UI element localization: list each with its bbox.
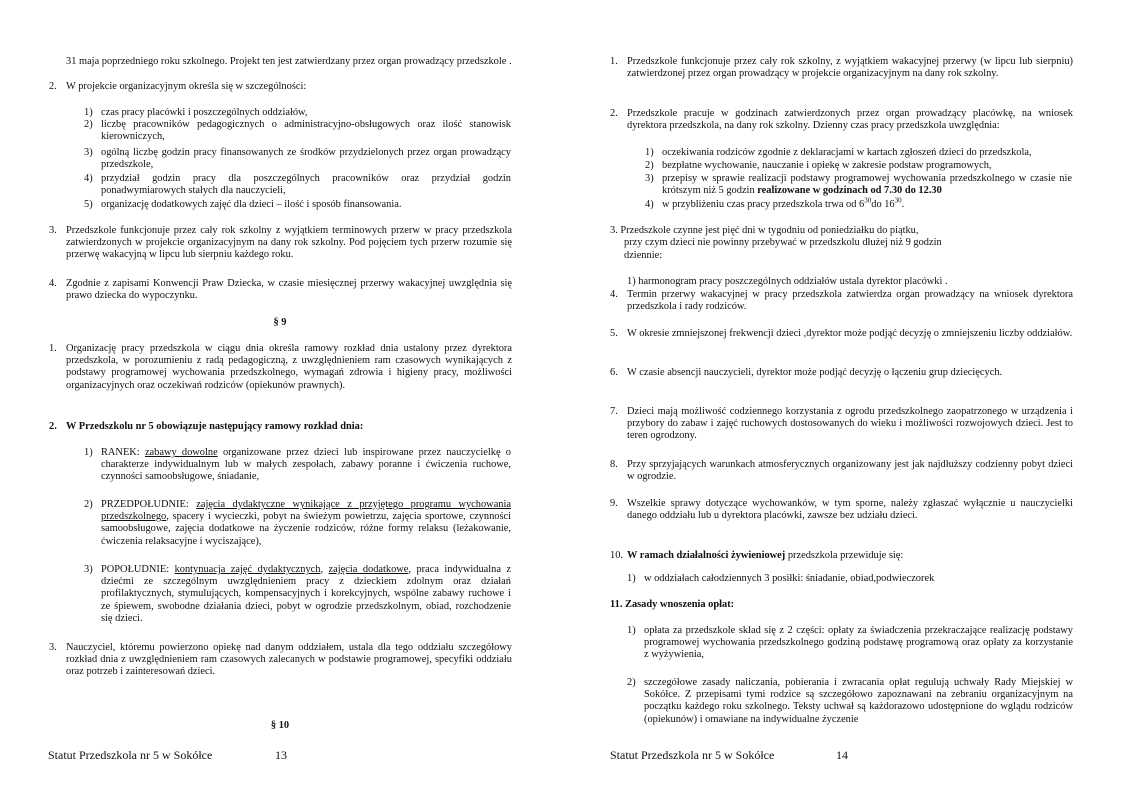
- section-heading: § 10: [270, 720, 290, 731]
- section-heading: § 9: [273, 317, 287, 328]
- section-title: 11. Zasady wnoszenia opłat:: [610, 599, 735, 610]
- schedule-morning: [101, 447, 511, 484]
- list-item: ogólną liczbę godzin pracy finansowanych ze środków przydzielonych przez organ prowadzący przedszkole,: [101, 147, 511, 171]
- list-item: [662, 173, 1072, 197]
- list-number: 2.: [610, 108, 618, 119]
- list-number: 2): [645, 160, 654, 171]
- list-item-bold: realizowane w godzinach od 7.30 do 12.30: [757, 185, 942, 197]
- list-item: 1) harmonogram pracy poszczególnych oddziałów ustala dyrektor placówki .: [627, 276, 948, 287]
- schedule-label: POPOŁUDNIE:: [101, 564, 170, 575]
- list-item: w oddziałach całodziennych 3 posiłki: śniadanie, obiad,podwieczorek: [644, 573, 935, 584]
- schedule-text: , spacery i wycieczki, pobyt na świeżym powietrzu, zajęcia sportowe, czynności samoobsługowe, zajęcia dodatkowe na życzenie rodziców, różne formy relaksu (leżakowanie, ćwiczenia relaksacyjne i wyciszające),: [101, 511, 511, 547]
- list-number: 1): [627, 573, 636, 584]
- superscript: 30: [894, 196, 902, 205]
- schedule-text: , praca indywidualna z dziećmi ze szczególnym uwzględnieniem pracy z dzieckiem zdolnym oraz działań profilaktycznych, stymulujących, kompensacyjnych i korekcyjnych, wspólne zabawy ruchowe i ze śpiewem, swobodne działania dzieci, pobyt w ogrodzie przedszkolnym, obiad, rozchodzenie się dzieci.: [101, 564, 512, 624]
- paragraph: W projekcie organizacyjnym określa się w szczególności:: [66, 81, 307, 92]
- footer-title: Statut Przedszkola nr 5 w Sokółce: [48, 748, 213, 762]
- paragraph: Termin przerwy wakacyjnej w pracy przedszkola zatwierdza organ prowadzący na wniosek dyrektora przedszkola i rady rodziców.: [627, 289, 1073, 313]
- list-item: oczekiwania rodziców zgodnie z deklaracjami w kartach zgłoszeń dzieci do przedszkola,: [662, 147, 1032, 158]
- paragraph-line: dziennie:: [624, 250, 663, 261]
- paragraph: W okresie zmniejszonej frekwencji dzieci ,dyrektor może podjąć decyzję o zmniejszeniu liczby oddziałów.: [627, 328, 1073, 339]
- list-item-text: do 16: [871, 199, 895, 210]
- paragraph: Organizację pracy przedszkola w ciągu dnia określa ramowy rozkład dnia ustalony przez dyrektora przedszkola, w porozumieniu z radą pedagogiczną, z uwzględnieniem ram czasowych wynikających z podstawy programowej wychowania przedszkolnego, wymagań zdrowia i higieny pracy, możliwości organizacyjnych oraz oczekiwań rodziców (opiekunów prawnych).: [66, 343, 512, 391]
- footer-title: Statut Przedszkola nr 5 w Sokółce: [610, 748, 775, 762]
- schedule-text: organizowane przez dzieci lub inspirowane przez nauczycielkę o charakterze indywidualnym lub w małych zespołach, zabawy poranne i ćwiczenia ruchowe, czynności samoobsługowe, śniadanie,: [101, 447, 511, 483]
- list-number: 3): [84, 564, 93, 575]
- list-number: 1.: [49, 343, 57, 354]
- list-item: czas pracy placówki i poszczególnych oddziałów,: [101, 107, 308, 118]
- list-number: 7.: [610, 406, 618, 417]
- list-number: 1.: [610, 56, 618, 67]
- paragraph: Przy sprzyjających warunkach atmosferycznych organizowany jest jak najdłuższy codzienny pobyt dzieci w ogrodzie.: [627, 459, 1073, 483]
- paragraph: [627, 550, 1073, 562]
- schedule-forenoon: [101, 499, 511, 548]
- list-number: 1): [627, 625, 636, 636]
- list-number: 1): [84, 107, 93, 118]
- list-number: 4): [645, 199, 654, 210]
- schedule-underlined: kontynuacja zajęć dydaktycznych: [174, 564, 321, 575]
- list-number: 2): [84, 119, 93, 130]
- list-number: 4): [84, 173, 93, 184]
- list-number: 8.: [610, 459, 618, 470]
- schedule-label: RANEK:: [101, 447, 140, 458]
- list-item: przydział godzin pracy dla poszczególnych pracowników oraz przydział godzin ponadwymiarowych stałych dla nauczycieli,: [101, 173, 511, 197]
- list-item-text: .: [901, 199, 905, 210]
- list-item: [662, 196, 1072, 211]
- list-number: 3): [84, 147, 93, 158]
- paragraph: Przedszkole funkcjonuje przez cały rok szkolny z wyjątkiem terminowych przerw w pracy przedszkola zatwierdzonych w projekcie organizacyjnym na dany rok szkolny. Pod pojęciem tych przerw rozumie się przerwę wakacyjną w lipcu lub sierpniu każdego roku.: [66, 225, 512, 261]
- paragraph: W czasie absencji nauczycieli, dyrektor może podjąć decyzję o łączeniu grup dziecięcych.: [627, 367, 1003, 378]
- page-right: [563, 0, 1127, 798]
- list-item: bezpłatne wychowanie, nauczanie i opiekę w zakresie podstaw programowych,: [662, 160, 992, 171]
- list-number: 3.: [49, 642, 57, 653]
- list-number: 2.: [49, 81, 57, 92]
- list-number: 10.: [610, 550, 623, 561]
- paragraph-bold: W ramach działalności żywieniowej: [627, 550, 786, 561]
- list-item: liczbę pracowników pedagogicznych o administracyjno-obsługowych oraz ilość stanowisk kierowniczych,: [101, 119, 511, 143]
- list-number: 9.: [610, 498, 618, 509]
- paragraph: Wszelkie sprawy dotyczące wychowanków, w tym sporne, należy zgłaszać wyłącznie u nauczycielki danego oddziału lub u dyrektora placówki, zawsze bez udziału dzieci.: [627, 498, 1073, 522]
- schedule-separator: ,: [320, 564, 324, 575]
- list-number: 4.: [610, 289, 618, 300]
- paragraph: Dzieci mają możliwość codziennego korzystania z ogrodu przedszkolnego zaopatrzonego w urządzenia i przybory do zabaw i zajęć ruchowych dostosowanych do wieku i możliwości rozwojowych dzieci. Jest to teren ogrodzony.: [627, 406, 1073, 442]
- superscript: 30: [864, 196, 872, 205]
- list-item-text: w przybliżeniu czas pracy przedszkola trwa od 6: [662, 199, 865, 210]
- paragraph: Przedszkole pracuje w godzinach zatwierdzonych przez organ prowadzący placówkę, na wniosek dyrektora przedszkola, na dany rok szkolny. Dzienny czas pracy przedszkola uwzględnia:: [627, 108, 1073, 132]
- paragraph: Przedszkole funkcjonuje przez cały rok szkolny, z wyjątkiem wakacyjnej przerwy (w lipcu lub sierpniu) zatwierdzonej przez organ prowadzący w projekcie organizacyjnym na dany rok szkolny.: [627, 56, 1073, 80]
- page-number: 13: [275, 748, 287, 762]
- paragraph-bold: W Przedszkolu nr 5 obowiązuje następujący ramowy rozkład dnia:: [66, 421, 364, 432]
- list-number: 5): [84, 199, 93, 210]
- list-item: opłata za przedszkole skład się z 2 części: opłaty za świadczenia przekraczające realizację podstawy programowej wychowania przedszkolnego godziną podstawę programową oraz opłaty za korzystanie z wyżywienia,: [644, 625, 1073, 661]
- paragraph-line: 3. Przedszkole czynne jest pięć dni w tygodniu od poniedziałku do piątku,: [610, 225, 919, 236]
- page-number: 14: [836, 748, 848, 762]
- list-item-text: przepisy w sprawie realizacji podstawy programowej wychowania przedszkolnego w czasie nie krótszym niż 5 godzin: [662, 173, 1072, 197]
- paragraph-continuation: 31 maja poprzedniego roku szkolnego. Projekt ten jest zatwierdzany przez organ prowadzący przedszkole .: [66, 56, 512, 67]
- list-number: 6.: [610, 367, 618, 378]
- schedule-label: PRZEDPOŁUDNIE:: [101, 499, 189, 510]
- paragraph-line: przy czym dzieci nie powinny przebywać w przedszkolu dłużej niż 9 godzin: [624, 237, 942, 248]
- schedule-underlined: zajęcia dydaktyczne wynikające z przyjętego programu wychowania przedszkolnego: [101, 499, 511, 523]
- schedule-underlined: zabawy dowolne: [144, 447, 218, 458]
- list-number: 2.: [49, 421, 57, 432]
- list-item: organizację dodatkowych zajęć dla dzieci – ilość i sposób finansowania.: [101, 199, 402, 210]
- list-number: 4.: [49, 278, 57, 289]
- list-number: 5.: [610, 328, 618, 339]
- list-number: 3): [645, 173, 654, 184]
- list-number: 1): [84, 447, 93, 458]
- list-number: 2): [627, 677, 636, 688]
- page-left: [0, 0, 563, 798]
- list-number: 1): [645, 147, 654, 158]
- list-item: szczegółowe zasady naliczania, pobierania i zwracania opłat regulują uchwały Rady Miejskiej w Sokółce. Z przepisami tymi rodzice są szczegółowo zapoznawani na zebraniu organizacyjnym na początku każdego roku szkolnego. Teksty uchwał są każdorazowo udostępnione do wglądu rodziców (opiekunów) i omawiane na indywidualne życzenie: [644, 677, 1073, 725]
- schedule-underlined: zajęcia dodatkowe: [328, 564, 409, 575]
- schedule-afternoon: [101, 564, 511, 625]
- paragraph: Nauczyciel, któremu powierzono opiekę nad danym oddziałem, ustala dla tego oddziału szczegółowy rozkład dnia z uwzględnieniem ram czasowych zalecanych w podstawie programowej, specyfiki oddziału oraz potrzeb i zainteresowań dzieci.: [66, 642, 512, 678]
- list-number: 2): [84, 499, 93, 510]
- paragraph: Zgodnie z zapisami Konwencji Praw Dziecka, w czasie miesięcznej przerwy wakacyjnej uwzględnia się prawo dziecka do wypoczynku.: [66, 278, 512, 302]
- paragraph-text: przedszkola przewiduje się:: [787, 550, 904, 561]
- list-number: 3.: [49, 225, 57, 236]
